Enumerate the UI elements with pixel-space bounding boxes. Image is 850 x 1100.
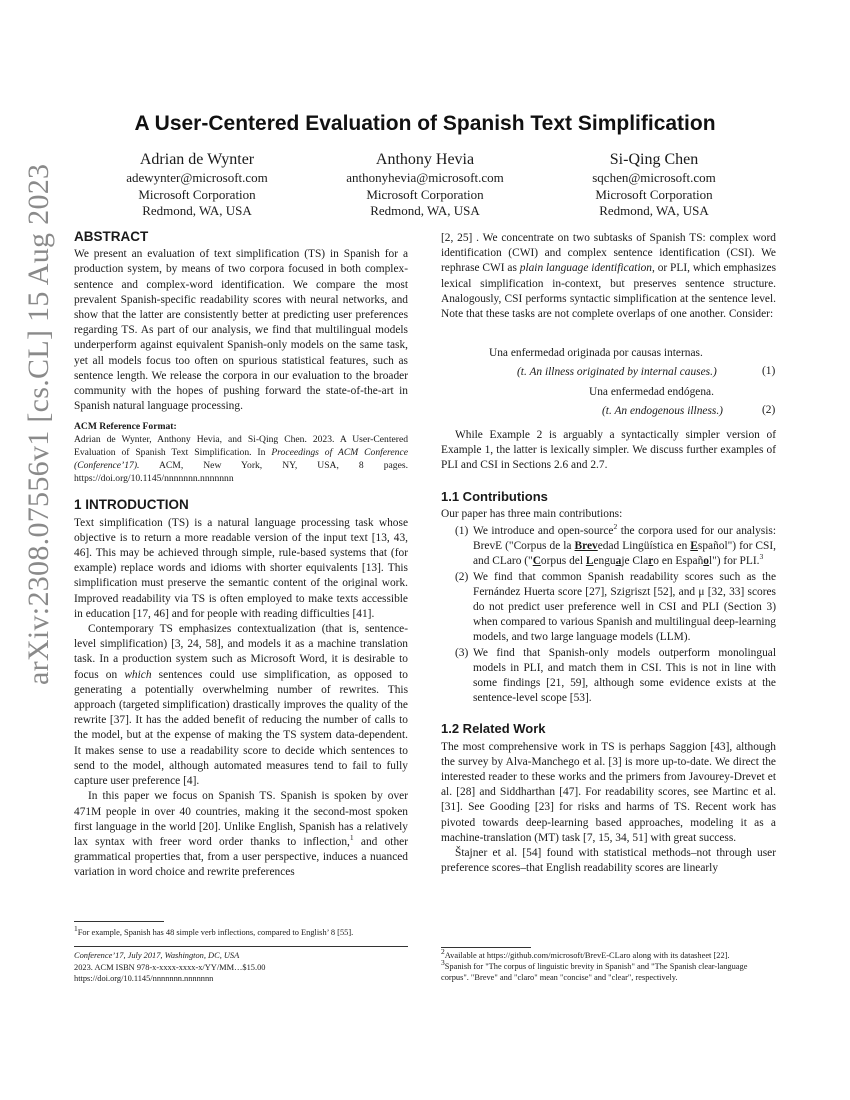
author-name: Anthony Hevia — [375, 151, 475, 168]
author-block — [82, 150, 312, 220]
author-block — [310, 150, 540, 220]
acm-reference-heading: ACM Reference Format: — [74, 421, 177, 433]
footnote: $^2$Available at https://github.com/microsoft/BrevE-CLaro along with its datasheet [22]. — [441, 947, 730, 960]
right-paragraph-2: While Example 2 is arguably a syntactically simpler version of Example 1, the latter is lexically simpler. We discuss further examples of PLI and CSI in Sections 2.6 and 2.7. — [441, 429, 776, 472]
list-item: (3) We find that Spanish-only models outperform monolingual models in PLI, and match them in CSI. This is not in line with some findings [21, 59], although some evidence exists at the sentence-level scope [53]. — [455, 646, 776, 705]
author-org: Microsoft Corporation — [366, 186, 484, 202]
author-email: anthonyhevia@microsoft.com — [346, 170, 504, 185]
author-location: Redmond, WA, USA — [142, 203, 252, 218]
contributions-heading: 1.1 Contributions — [441, 488, 548, 504]
right-column-main — [441, 428, 776, 876]
author-name: Adrian de Wynter — [139, 151, 255, 168]
arxiv-sidebar-label: arXiv:2308.07556v1 [cs.CL] 15 Aug 2023 — [22, 163, 55, 685]
abstract-heading: ABSTRACT — [74, 229, 149, 244]
intro-paragraph-1: Text simplification (TS) is a natural language processing task whose objective is to return a more readable version of the input text [13, 43, 46]. This may be achieved through simple, rule-based systems that (for example) replace words and idioms with shorter equivalents [13]. This simplification must preserve the semantic content of the original work. Improved readability via TS is often employed to make texts accessible in education [17, 46] and for people with reading difficulties [41]. — [74, 516, 408, 620]
author-email: sqchen@microsoft.com — [592, 170, 716, 185]
related-work-paragraph-1: The most comprehensive work in TS is perhaps Saggion [43], although the survey by Alva-Manchego et al. [3] is more up-to-date. We direct the interested reader to these works and the primers from Javourey-Drevet et al. [28] and Siddharthan [47]. For readability scores, see Martinc et al. [31]. See Gooding [23] for risks and harms of TS. Recent work has pivoted towards deep-learning based approaches, modeling it as a machine-translation (MT) task [7, 15, 34, 51] with great success. — [441, 740, 776, 844]
acm-reference-text: Adrian de Wynter, Anthony Hevia, and Si-Qing Chen. 2023. A User-Centered Evaluation of Spanish Text Simplification. In — [74, 434, 408, 459]
author-location: Redmond, WA, USA — [370, 203, 480, 218]
author-location: Redmond, WA, USA — [599, 203, 709, 218]
equation-number: (1) — [762, 365, 776, 377]
footnote: $^3$Spanish for "The corpus of linguistic brevity in Spanish" and "The Spanish clear-language corpus". "Breve" and "claro" mean "concise" and "clear", respectively. — [441, 958, 748, 982]
acm-reference-italic: Proceedings of ACM Conference (Conference’17). — [74, 447, 408, 472]
example-1-translation: (t. An illness originated by internal causes.) — [517, 366, 717, 378]
related-work-heading: 1.2 Related Work — [441, 721, 546, 737]
acm-reference-text: ACM, New York, NY, USA, 8 pages. https://doi.org/10.1145/nnnnnnn.nnnnnnn — [74, 460, 408, 485]
author-org: Microsoft Corporation — [595, 186, 713, 202]
contributions-intro: Our paper has three main contributions: — [441, 507, 623, 520]
author-block — [539, 150, 769, 220]
conference-info: Conference’17, July 2017, Washington, DC, USA 2023. ACM ISBN 978-x-xxxx-xxxx-x/YY/MM…$15.00 https://doi.org/10.1145/nnnnnnn.nnnnnnn — [74, 951, 266, 983]
introduction-heading: 1 INTRODUCTION — [74, 497, 189, 513]
acm-reference — [74, 420, 408, 485]
footnote-rule — [441, 947, 531, 948]
example-2: Una enfermedad endógena. — [589, 386, 714, 398]
list-item: (1) We introduce and open-source$^2$ the corpora used for our analysis: BrevE ("Corpus de la Brevedad Lingüística en Español") for CSI, and CLaro ("Corpus del Lenguaje Claro en Español") for PLI.$^3$ — [455, 522, 777, 568]
footnote: $^1$For example, Spanish has 48 simple verb inflections, compared to English’ 8 [55]. — [74, 924, 354, 937]
intro-paragraph-2: Contemporary TS emphasizes contextualization (that is, sentence-level simplification) [3, 24, 58], and models it as a machine translation task. In a production system such as Microsoft Word, it is desirable to focus on which sentences could use simplification, as opposed to generating a potentially overwhelming number of rewrites. This approach (targeted simplification) drastically improves the quality of the rewrite [37]. It has the added benefit of reducing the number of calls to the model, but at the expense of making the TS system data-dependent. It makes sense to use a readability score to decide which sentences to send to the model, although automated measures tend to fail to fully capture user preference [4]. — [74, 623, 408, 788]
example-1: Una enfermedad originada por causas internas. — [489, 347, 703, 359]
intro-paragraph-3: In this paper we focus on Spanish TS. Spanish is spoken by over 471M people in over 40 countries, making it the second-most spoken first language in the world [20]. Unlike English, Spanish has a relatively lax syntax with freer word order thanks to inflection,$^1$ and other grammatical properties that, from a user perspective, induces a nuanced variation in word choice and rewrite preferences — [74, 790, 408, 879]
author-email: adewynter@microsoft.com — [126, 170, 268, 185]
footnote-rule — [74, 921, 164, 922]
example-2-translation: (t. An endogenous illness.) — [602, 405, 723, 417]
abstract-text: We present an evaluation of text simplification (TS) in Spanish for a production system, by means of two corpora focused in both complex-sentence and complex-word identification. We compare the most prevalent Spanish-specific readability scores with neural networks, and show that the latter are consistently better at predicting user preferences regarding TS. As part of our analysis, we find that multilingual models underperform against equivalent Spanish-only models on the same task, yet all models focus too often on spurious statistical features, such as sentence length. We release the corpora in our evaluation to the broader community with the hopes of pushing forward the state-of-the-art in Spanish natural language processing. — [74, 248, 408, 413]
equation-number: (2) — [762, 404, 776, 416]
list-item: (2) We find that common Spanish readability scores such as the Fernández Huerta score [27], Szigriszt [52], and μ [32, 33] scores do not predict user preference well in CSI and PLI (Section 3) when compared to various Spanish and multilingual deep-learning models, and two large language models (LLM). — [455, 570, 776, 644]
right-column-top — [441, 231, 776, 322]
conference-rule — [74, 946, 408, 947]
author-name: Si-Qing Chen — [609, 151, 699, 168]
footnotes-right — [441, 947, 776, 983]
left-column — [74, 229, 408, 881]
paper-title: A User-Centered Evaluation of Spanish Text Simplification — [134, 112, 716, 135]
related-work-paragraph-2: Štajner et al. [54] found with statistical methods–not through user preference scores–that English readability scores are linearly — [441, 847, 776, 875]
contributions-list — [441, 524, 776, 706]
right-paragraph-1: [2, 25] . We concentrate on two subtasks of Spanish TS: complex word identification (CWI) and complex sentence identification (CSI). We rephrase CWI as plain language identification, or PLI, which emphasizes lexical simplification in-context, but preserves sentence structure. Analogously, CSI performs syntactic simplification at the sentence level. Note that these tasks are not complete overlaps of one another. Consider: — [441, 232, 777, 321]
author-org: Microsoft Corporation — [138, 186, 256, 202]
